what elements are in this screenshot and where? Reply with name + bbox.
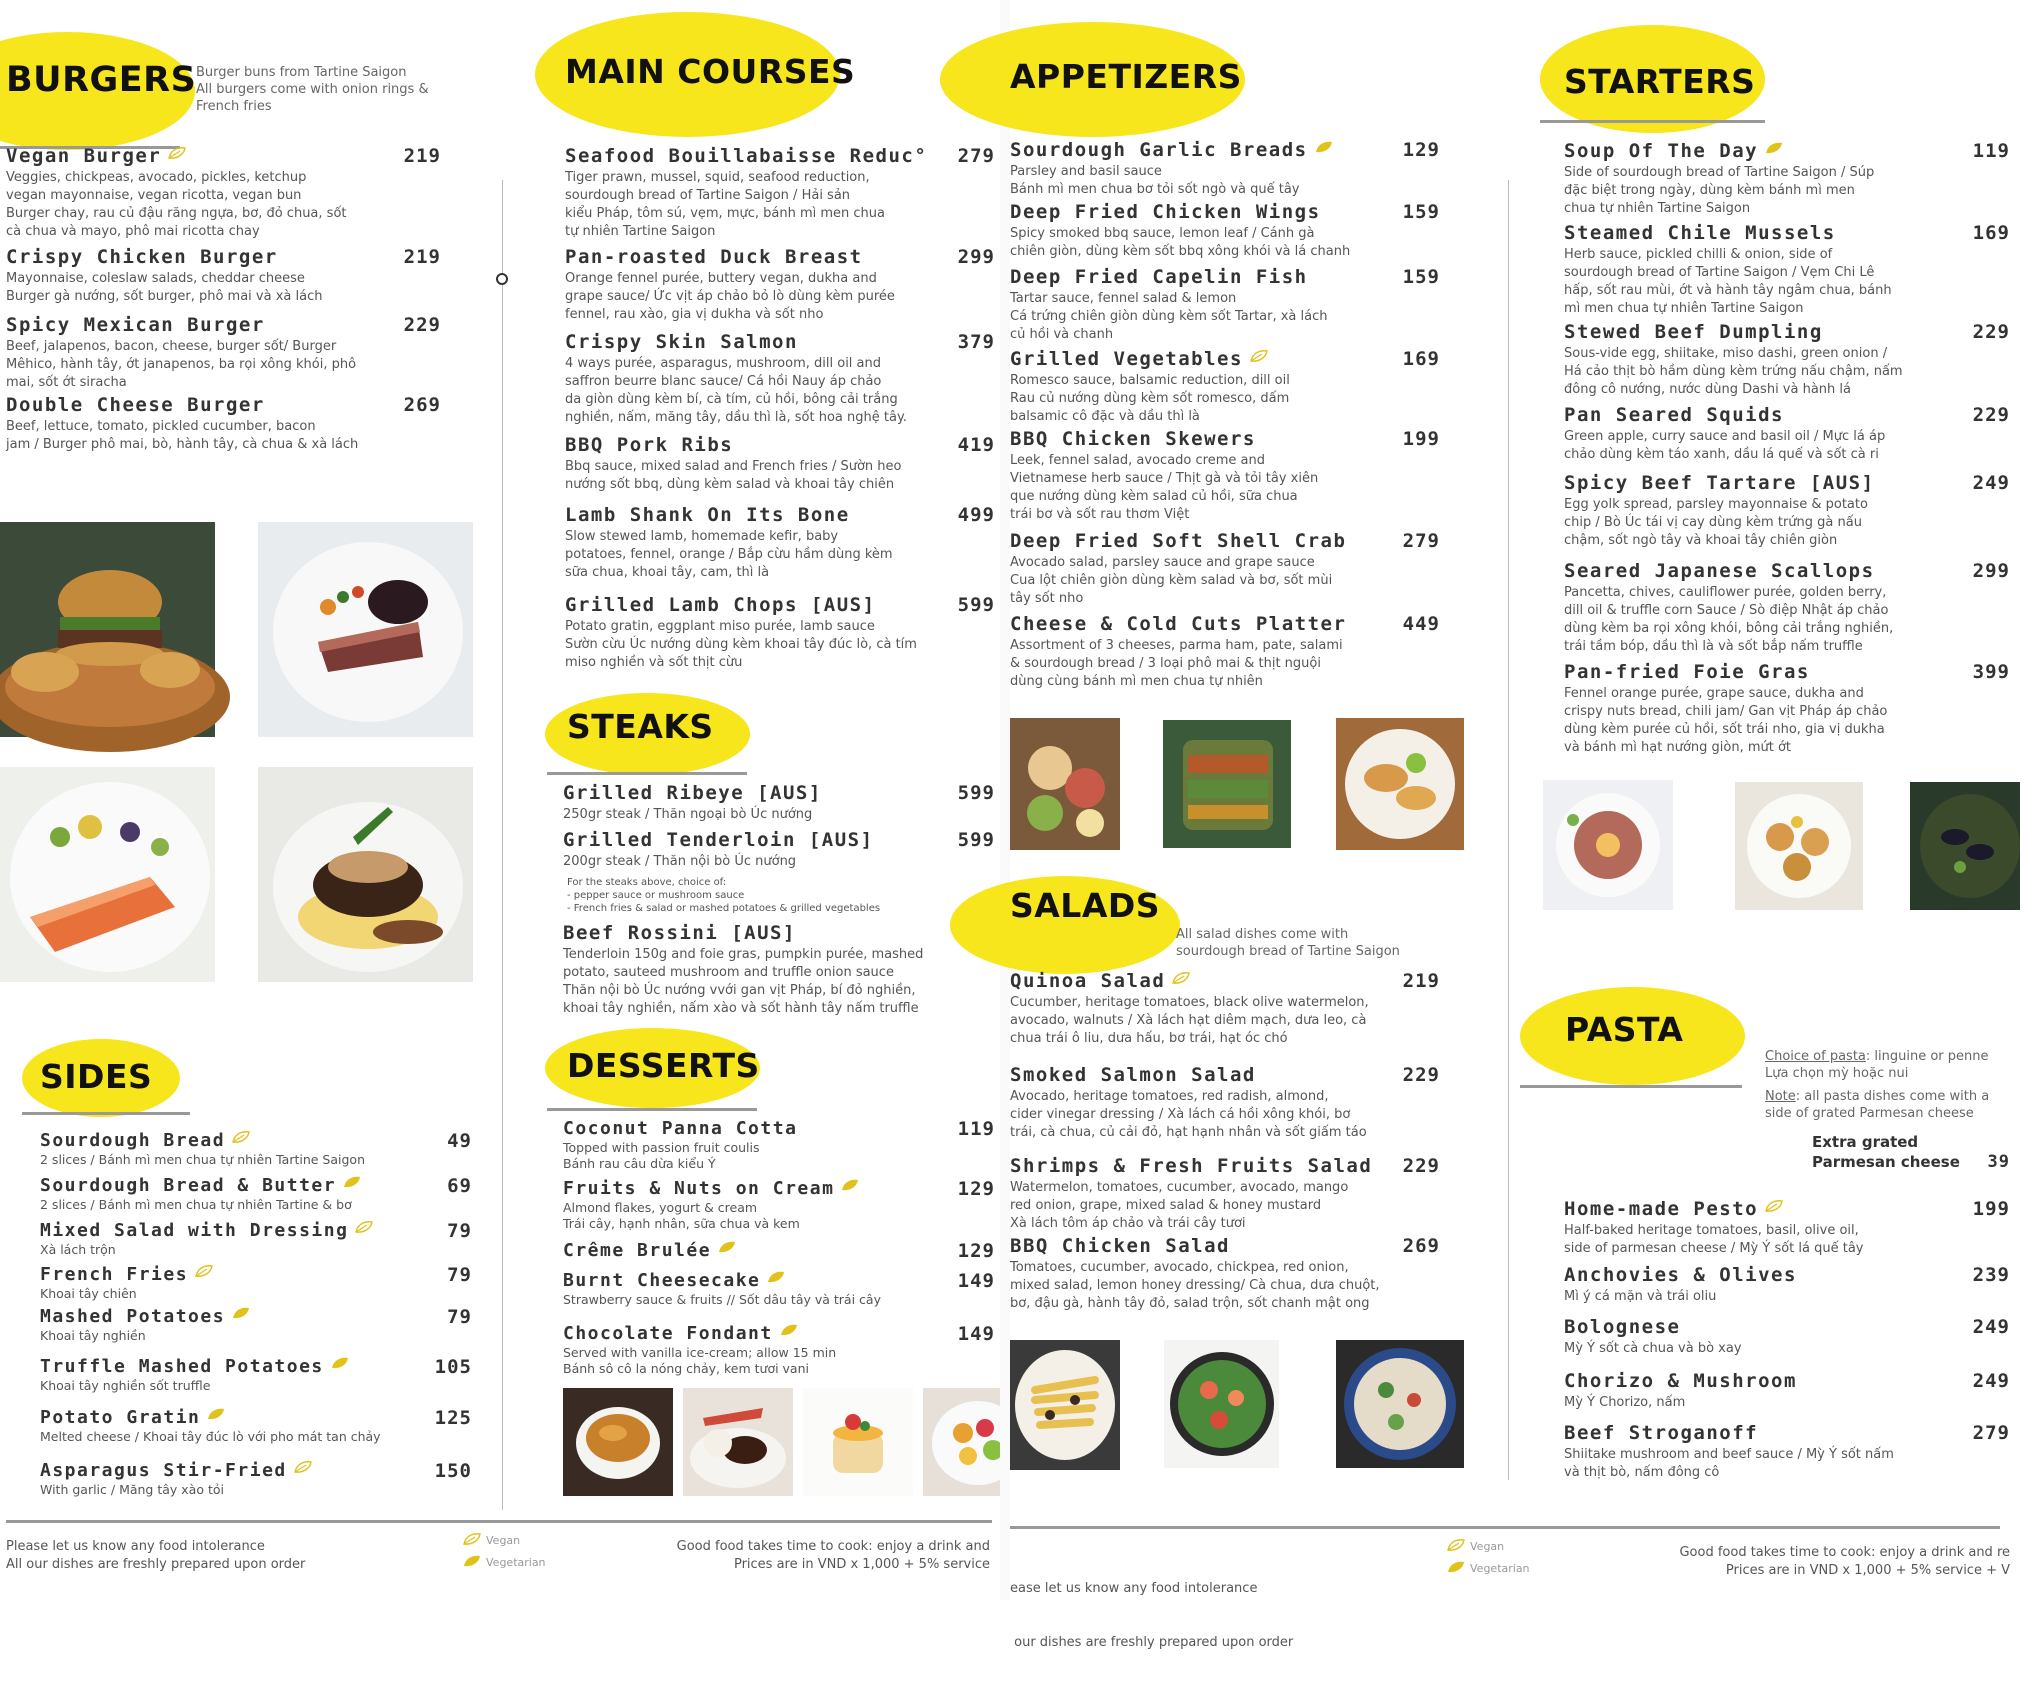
side-item <box>40 1175 472 1213</box>
item-price: 249 <box>1972 472 2010 494</box>
steaks-underline <box>547 772 747 775</box>
photo-burger <box>0 522 215 737</box>
section-title-salads: SALADS <box>1010 886 1161 925</box>
item-price: 229 <box>1402 1064 1440 1086</box>
item-price: 599 <box>957 594 995 616</box>
side-item <box>40 1306 472 1344</box>
item-description: 4 ways purée, asparagus, mushroom, dill oil and saffron beurre blanc sauce/ Cá hồi Nauy áp chảo da giòn dùng kèm bí, cà tím, củ hồi, bông cải trắng nghiền, nấm, măng tây, dầu thì là, sốt hoa nghệ tây. <box>565 356 907 425</box>
item-price: 239 <box>1972 1264 2010 1286</box>
item-name: Steamed Chile Mussels <box>1564 222 1836 244</box>
item-price: 219 <box>403 246 441 268</box>
salad-item <box>1010 1155 1440 1233</box>
appetizer-item <box>1010 530 1440 608</box>
item-description: Green apple, curry sauce and basil oil / Mực lá áp chảo dùng kèm táo xanh, dầu lá quế và sốt cà ri <box>1564 429 1886 462</box>
photo-cheese-platter <box>1010 718 1120 850</box>
pasta-item <box>1564 1422 2010 1482</box>
dessert-item <box>563 1118 995 1172</box>
steak-item <box>563 829 995 871</box>
item-name: Sourdough Garlic Breads <box>1010 139 1308 161</box>
right-column-divider <box>1508 180 1509 1480</box>
item-description: Orange fennel purée, buttery vegan, dukha and grape sauce/ Ức vịt áp chảo bỏ lò dùng kèm purée fennel, rau xào, gia vị dukha và sốt nho <box>565 271 895 322</box>
starter-item <box>1564 404 2010 464</box>
item-price: 229 <box>403 314 441 336</box>
photo-soft-shell-crab <box>1336 718 1464 850</box>
starter-item <box>1564 661 2010 757</box>
side-item <box>40 1220 472 1258</box>
item-description: Pancetta, chives, cauliflower purée, golden berry, dill oil & truffle corn Sauce / Sò điệp Nhật áp chảo dùng kèm ba rọi xông khói, bông cải trắng nghiền, trái tầm bóp, dầu thì là và sốt bắp nấm truffle <box>1564 585 1894 654</box>
item-price: 199 <box>1972 1198 2010 1220</box>
item-description: Veggies, chickpeas, avocado, pickles, ketchup vegan mayonnaise, vegan ricotta, vegan bun Burger chay, rau củ đậu răng ngựa, bơ, đỏ chua, sốt cà chua và mayo, phô mai ricotta chay <box>6 170 347 239</box>
item-name: Deep Fried Capelin Fish <box>1010 266 1308 288</box>
section-title-pasta: PASTA <box>1565 1010 1684 1049</box>
item-name: Mashed Potatoes <box>40 1306 226 1327</box>
item-name: Burnt Cheesecake <box>563 1270 761 1291</box>
leaf-outline-icon <box>1446 1538 1466 1552</box>
leaf-outline-icon <box>231 1130 251 1144</box>
page-gutter <box>1000 0 1010 1600</box>
main-course-item <box>565 145 995 241</box>
item-description: Romesco sauce, balsamic reduction, dill oil Rau củ nướng dùng kèm sốt romesco, dấm balsamic cô đặc và dầu thì là <box>1010 373 1290 424</box>
item-description: Khoai tây nghiền sốt truffle <box>40 1378 211 1393</box>
item-name: Asparagus Stir-Fried <box>40 1460 287 1481</box>
item-description: Slow stewed lamb, homemade kefir, baby potatoes, fennel, orange / Bắp cừu hầm dùng kèm sữa chua, khoai tây, cam, thì là <box>565 529 893 580</box>
starter-item <box>1564 560 2010 656</box>
main-course-item <box>565 246 995 324</box>
right-footer-legend: Vegan Vegetarian <box>1446 1536 1530 1580</box>
item-description: Tiger prawn, mussel, squid, seafood reduction, sourdough bread of Tartine Saigon / Hải sản kiểu Pháp, tôm sú, vẹm, mực, bánh mì men chua tự nhiên Tartine Saigon <box>565 170 885 239</box>
item-name: Fruits & Nuts on Cream <box>563 1178 835 1199</box>
item-description: Spicy smoked bbq sauce, lemon leaf / Cánh gà chiên giòn, dùng kèm sốt bbq xông khói và lá chanh <box>1010 226 1351 259</box>
item-description: Served with vanilla ice-cream; allow 15 min Bánh sô cô la nóng chảy, kem tươi vani <box>563 1345 837 1376</box>
dessert-item <box>563 1240 995 1262</box>
item-price: 229 <box>1402 1155 1440 1177</box>
side-item <box>40 1356 472 1394</box>
item-price: 499 <box>957 504 995 526</box>
section-title-desserts: DESSERTS <box>567 1046 760 1085</box>
photo-steak-rossini <box>258 767 473 982</box>
photo-pasta <box>1010 1340 1120 1470</box>
item-description: Fennel orange purée, grape sauce, dukha and crispy nuts bread, chili jam/ Gan vịt Pháp áp chảo dùng kèm purée củ hồi, sốt trái nho, gia vị dukha và bánh mì hạt nướng giòn, mứt ớt <box>1564 686 1888 755</box>
item-name: Quinoa Salad <box>1010 970 1166 992</box>
leaf-filled-icon <box>840 1178 860 1192</box>
item-price: 269 <box>1402 1235 1440 1257</box>
leaf-outline-icon <box>1764 1199 1784 1213</box>
item-price: 379 <box>957 331 995 353</box>
leaf-filled-icon <box>1764 141 1784 155</box>
item-description: Tenderloin 150g and foie gras, pumpkin purée, mashed potato, sauteed mushroom and truffle onion sauce Thăn nội bò Úc nướng vvới gan vịt Pháp, bí đỏ nghiền, khoai tây nghiền, nấm xào và sốt hành tây nấm truffle <box>563 947 924 1016</box>
item-price: 229 <box>1972 321 2010 343</box>
left-footer-disclaimer: Please let us know any food intolerance All our dishes are freshly prepared upon order <box>6 1539 306 1572</box>
item-price: 249 <box>1972 1370 2010 1392</box>
item-name: Anchovies & Olives <box>1564 1264 1797 1286</box>
item-price: 125 <box>434 1407 472 1429</box>
item-name: Chocolate Fondant <box>563 1323 773 1344</box>
steak-item <box>563 922 995 1018</box>
photo-grilled-vegetables <box>1163 720 1291 848</box>
item-name: Shrimps & Fresh Fruits Salad <box>1010 1155 1373 1177</box>
item-name: Grilled Lamb Chops [AUS] <box>565 594 876 616</box>
item-description: Beef, jalapenos, bacon, cheese, burger sốt/ Burger Mêhico, hành tây, ớt janapenos, ba rọi xông khói, phô mai, sốt ớt siracha <box>6 339 357 390</box>
desserts-underline <box>547 1108 757 1111</box>
main-course-item <box>565 594 995 672</box>
item-name: Coconut Panna Cotta <box>563 1118 798 1139</box>
item-name: Spicy Mexican Burger <box>6 314 265 336</box>
leaf-outline-icon <box>354 1220 374 1234</box>
right-footer-prices: Good food takes time to cook: enjoy a drink and re Prices are in VND x 1,000 + 5% service + V <box>1679 1545 2010 1578</box>
item-name: Deep Fried Soft Shell Crab <box>1010 530 1347 552</box>
item-description: Half-baked heritage tomatoes, basil, olive oil, side of parmesan cheese / Mỳ Ý sốt lá quế tây <box>1564 1223 1864 1256</box>
item-price: 249 <box>1972 1316 2010 1338</box>
leaf-outline-icon <box>167 146 187 160</box>
leaf-filled-icon <box>766 1270 786 1284</box>
section-title-steaks: STEAKS <box>567 707 714 746</box>
photo-mussels <box>1910 782 2020 910</box>
item-price: 129 <box>957 1240 995 1262</box>
item-description: Avocado salad, parsley sauce and grape sauce Cua lột chiên giòn dùng kèm salad và bơ, sốt mùi tây sốt nho <box>1010 555 1333 606</box>
item-price: 159 <box>1402 201 1440 223</box>
photo-chocolate-fondant <box>683 1388 793 1496</box>
item-description: 200gr steak / Thăn nội bò Úc nướng <box>563 854 797 869</box>
item-name: Grilled Ribeye [AUS] <box>563 782 822 804</box>
section-title-burgers: BURGERS <box>6 60 197 100</box>
item-name: Crispy Skin Salmon <box>565 331 798 353</box>
leaf-outline-icon <box>1171 971 1191 985</box>
item-name: BBQ Chicken Salad <box>1010 1235 1230 1257</box>
item-name: Pan-fried Foie Gras <box>1564 661 1810 683</box>
menu-page-left <box>0 0 1000 1600</box>
item-description: Khoai tây nghiền <box>40 1328 146 1343</box>
item-name: Chorizo & Mushroom <box>1564 1370 1797 1392</box>
item-name: Double Cheese Burger <box>6 394 265 416</box>
item-name: Crispy Chicken Burger <box>6 246 278 268</box>
item-description: Tartar sauce, fennel salad & lemon Cá trứng chiên giòn dùng kèm sốt Tartar, xà lách củ hồi và chanh <box>1010 291 1328 342</box>
item-name: Grilled Tenderloin [AUS] <box>563 829 874 851</box>
leaf-filled-icon <box>779 1323 799 1337</box>
item-name: Bolognese <box>1564 1316 1681 1338</box>
item-description: 2 slices / Bánh mì men chua tự nhiên Tartine & bơ <box>40 1197 352 1212</box>
item-name: Grilled Vegetables <box>1010 348 1243 370</box>
appetizer-item <box>1010 613 1440 691</box>
item-description: Mỳ Ý Chorizo, nấm <box>1564 1395 1686 1410</box>
item-price: 599 <box>957 782 995 804</box>
leaf-outline-icon <box>1249 349 1269 363</box>
pasta-underline <box>1520 1085 1742 1088</box>
side-item <box>40 1460 472 1498</box>
burger-item <box>6 246 441 306</box>
item-name: BBQ Chicken Skewers <box>1010 428 1256 450</box>
item-price: 269 <box>403 394 441 416</box>
item-description: Herb sauce, pickled chilli & onion, side of sourdough bread of Tartine Saigon / Vẹm Chi Lê hấp, sốt rau mùi, ớt và hành tây ngâm chua, bánh mì men chua tự nhiên Tartine Saigon <box>1564 247 1892 316</box>
item-price: 129 <box>1402 139 1440 161</box>
photo-salmon <box>0 767 215 982</box>
left-column-divider <box>502 180 503 1510</box>
item-description: Xà lách trộn <box>40 1242 116 1257</box>
photo-panna-cotta <box>803 1388 913 1496</box>
item-description: Sous-vide egg, shiitake, miso dashi, green onion / Há cảo thịt bò hầm dùng kèm trứng nấu chậm, nấm đông cô nướng, nước dùng Dashi và hành lá <box>1564 346 1903 397</box>
menu-page-right <box>1010 0 2010 1650</box>
item-description: Tomatoes, cucumber, avocado, chickpea, red onion, mixed salad, lemon honey dressing/ Cà chua, dưa chuột, bơ, đậu gà, hành tây đỏ, salad trộn, sốt chanh mật ong <box>1010 1260 1380 1311</box>
starter-item <box>1564 140 2010 218</box>
salads-note: All salad dishes come with sourdough bread of Tartine Saigon <box>1176 927 1400 959</box>
pasta-choice-note: Choice of pasta: linguine or penne Lựa chọn mỳ hoặc nui Note: all pasta dishes come with a side of grated Parmesan cheese <box>1765 1049 1990 1121</box>
item-price: 199 <box>1402 428 1440 450</box>
item-description: Cucumber, heritage tomatoes, black olive watermelon, avocado, walnuts / Xà lách hạt diêm mạch, dưa leo, cà chua trái ô liu, dưa hấu, bơ trái, hạt óc chó <box>1010 995 1369 1046</box>
item-price: 279 <box>1972 1422 2010 1444</box>
item-description: Leek, fennel salad, avocado creme and Vietnamese herb sauce / Thịt gà và tỏi tây xiên que nướng dùng kèm salad củ hồi, sữa chua trái bơ và sốt rau thơm Việt <box>1010 453 1319 522</box>
item-price: 159 <box>1402 266 1440 288</box>
item-price: 79 <box>447 1264 472 1286</box>
item-price: 599 <box>957 829 995 851</box>
leaf-filled-icon <box>330 1356 350 1370</box>
left-footer-rule <box>6 1520 992 1523</box>
leaf-filled-icon <box>342 1175 362 1189</box>
section-main-courses <box>555 10 995 140</box>
steaks-note: For the steaks above, choice of: - pepper sauce or mushroom sauce - French fries & salad or mashed potatoes & grilled vegetables <box>567 877 881 914</box>
item-name: Deep Fried Chicken Wings <box>1010 201 1321 223</box>
salad-item <box>1010 970 1440 1048</box>
item-price: 129 <box>957 1178 995 1200</box>
leaf-outline-icon <box>194 1264 214 1278</box>
item-name: Home-made Pesto <box>1564 1198 1759 1220</box>
item-description: Almond flakes, yogurt & cream Trái cây, hạnh nhân, sữa chua và kem <box>563 1200 800 1231</box>
burgers-note: Burger buns from Tartine Saigon All burgers come with onion rings & French fries <box>196 65 429 114</box>
starter-item <box>1564 472 2010 550</box>
leaf-filled-icon <box>1314 140 1334 154</box>
item-description: Mỳ Ý sốt cà chua và bò xay <box>1564 1341 1742 1356</box>
item-name: Potato Gratin <box>40 1407 201 1428</box>
pasta-item <box>1564 1264 2010 1306</box>
item-name: Cheese & Cold Cuts Platter <box>1010 613 1347 635</box>
item-name: BBQ Pork Ribs <box>565 434 734 456</box>
starter-item <box>1564 321 2010 399</box>
item-price: 49 <box>447 1130 472 1152</box>
item-name: Crême Brulée <box>563 1240 712 1261</box>
side-item <box>40 1264 472 1302</box>
burger-item <box>6 145 441 241</box>
photo-beef-tartare <box>1543 780 1673 910</box>
item-description: With garlic / Măng tây xào tỏi <box>40 1482 224 1497</box>
item-description: 250gr steak / Thăn ngoại bò Úc nướng <box>563 807 813 822</box>
photo-shrimp-salad <box>1164 1340 1279 1468</box>
leaf-outline-icon <box>462 1532 482 1546</box>
section-title-main-courses: MAIN COURSES <box>565 52 856 91</box>
item-description: Side of sourdough bread of Tartine Saigon / Súp đặc biệt trong ngày, dùng kèm bánh mì men chua tự nhiên Tartine Saigon <box>1564 165 1875 216</box>
leaf-filled-icon <box>231 1306 251 1320</box>
section-appetizers <box>1010 10 1480 140</box>
burger-item <box>6 394 441 454</box>
main-course-item <box>565 331 995 427</box>
item-price: 299 <box>957 246 995 268</box>
item-price: 219 <box>1402 970 1440 992</box>
pasta-item <box>1564 1316 2010 1358</box>
photo-scallops <box>1735 782 1863 910</box>
stray-mark <box>496 273 508 285</box>
item-price: 299 <box>1972 560 2010 582</box>
item-description: Bbq sauce, mixed salad and French fries / Sườn heo nướng sốt bbq, dùng kèm salad và khoai tây chiên <box>565 459 902 492</box>
item-description: Egg yolk spread, parsley mayonnaise & potato chip / Bò Úc tái vị cay dùng kèm trứng gà nấu chậm, sốt ngò tây và khoai tây chiên giòn <box>1564 497 1868 548</box>
salad-item <box>1010 1235 1440 1313</box>
item-name: Beef Stroganoff <box>1564 1422 1759 1444</box>
appetizer-item <box>1010 428 1440 524</box>
item-price: 150 <box>434 1460 472 1482</box>
item-name: Stewed Beef Dumpling <box>1564 321 1823 343</box>
photo-creme-brulee <box>563 1388 673 1496</box>
photo-quinoa-salad <box>1336 1340 1464 1468</box>
item-name: Smoked Salmon Salad <box>1010 1064 1256 1086</box>
photo-duck <box>258 522 473 737</box>
section-steaks <box>555 690 995 790</box>
item-description: Shiitake mushroom and beef sauce / Mỳ Ý sốt nấm và thịt bò, nấm đông cô <box>1564 1447 1894 1480</box>
item-price: 105 <box>434 1356 472 1378</box>
item-price: 79 <box>447 1306 472 1328</box>
item-name: Seafood Bouillabaisse Reduc° <box>565 145 928 167</box>
item-price: 119 <box>957 1118 995 1140</box>
item-name: Pan Seared Squids <box>1564 404 1784 426</box>
appetizer-item <box>1010 348 1440 426</box>
item-name: Seared Japanese Scallops <box>1564 560 1875 582</box>
side-item <box>40 1407 472 1445</box>
item-name: Pan-roasted Duck Breast <box>565 246 863 268</box>
pasta-item <box>1564 1370 2010 1412</box>
dessert-item <box>563 1270 995 1308</box>
left-footer-prices: Good food takes time to cook: enjoy a drink and Prices are in VND x 1,000 + 5% service <box>676 1539 990 1572</box>
item-price: 169 <box>1402 348 1440 370</box>
item-description: Strawberry sauce & fruits // Sốt dâu tây và trái cây <box>563 1292 881 1307</box>
item-description: Beef, lettuce, tomato, pickled cucumber, bacon jam / Burger phô mai, bò, hành tây, cà chua & xà lách <box>6 419 359 452</box>
section-salads <box>1010 870 1480 980</box>
item-description: Khoai tây chiên <box>40 1286 137 1301</box>
item-name: Sourdough Bread <box>40 1130 226 1151</box>
starters-underline <box>1540 120 1765 123</box>
pasta-item <box>1564 1198 2010 1258</box>
item-name: Vegan Burger <box>6 145 162 167</box>
item-name: French Fries <box>40 1264 189 1285</box>
side-item <box>40 1130 472 1168</box>
section-burgers <box>0 20 490 150</box>
item-name: Beef Rossini [AUS] <box>563 922 796 944</box>
leaf-outline-icon <box>293 1460 313 1474</box>
section-title-starters: STARTERS <box>1564 62 1756 101</box>
item-description: 2 slices / Bánh mì men chua tự nhiên Tartine Saigon <box>40 1152 366 1167</box>
item-description: Mì ý cá mặn và trái oliu <box>1564 1289 1717 1304</box>
pasta-extra-parmesan: Extra grated Parmesan cheese 39 <box>1812 1133 2010 1172</box>
item-price: 119 <box>1972 140 2010 162</box>
leaf-filled-icon <box>717 1240 737 1254</box>
steak-item <box>563 782 995 824</box>
right-footer-disclaimer: ease let us know any food intolerance our dishes are freshly prepared upon order <box>1010 1581 1294 1650</box>
item-description: Assortment of 3 cheeses, parma ham, pate, salami & sourdough bread / 3 loại phô mai & thịt nguội dùng cùng bánh mì men chua tự nhiên <box>1010 638 1343 689</box>
item-price: 399 <box>1972 661 2010 683</box>
item-name: Sourdough Bread & Butter <box>40 1175 337 1196</box>
item-name: Truffle Mashed Potatoes <box>40 1356 324 1377</box>
appetizer-item <box>1010 201 1440 261</box>
right-footer-rule <box>1010 1526 2000 1529</box>
sides-underline <box>22 1112 190 1115</box>
item-price: 449 <box>1402 613 1440 635</box>
section-title-appetizers: APPETIZERS <box>1010 57 1242 96</box>
item-name: Spicy Beef Tartare [AUS] <box>1564 472 1875 494</box>
item-name: Mixed Salad with Dressing <box>40 1220 349 1241</box>
left-footer-legend: Vegan Vegetarian <box>462 1530 546 1574</box>
item-description: Watermelon, tomatoes, cucumber, avocado, mango red onion, grape, mixed salad & honey mustard Xà lách tôm áp chảo và trái cây tươi <box>1010 1180 1349 1231</box>
item-price: 149 <box>957 1323 995 1345</box>
item-description: Mayonnaise, coleslaw salads, cheddar cheese Burger gà nướng, sốt burger, phô mai và xà lách <box>6 271 323 304</box>
salad-item <box>1010 1064 1440 1142</box>
item-price: 69 <box>447 1175 472 1197</box>
appetizer-item <box>1010 139 1440 199</box>
appetizer-item <box>1010 266 1440 344</box>
main-course-item <box>565 504 995 582</box>
item-description: Parsley and basil sauce Bánh mì men chua bơ tỏi sốt ngò và quế tây <box>1010 164 1300 197</box>
item-price: 279 <box>957 145 995 167</box>
item-price: 419 <box>957 434 995 456</box>
item-price: 279 <box>1402 530 1440 552</box>
main-course-item <box>565 434 995 494</box>
item-name: Lamb Shank On Its Bone <box>565 504 850 526</box>
item-price: 219 <box>403 145 441 167</box>
item-price: 169 <box>1972 222 2010 244</box>
burger-item <box>6 314 441 392</box>
item-price: 149 <box>957 1270 995 1292</box>
item-description: Avocado, heritage tomatoes, red radish, almond, cider vinegar dressing / Xà lách cá hồi xông khói, bơ trái, cà chua, củ cải đỏ, hạt hạnh nhân và sốt giấm táo <box>1010 1089 1367 1140</box>
dessert-item <box>563 1323 995 1377</box>
item-description: Topped with passion fruit coulis Bánh rau câu dừa kiểu Ý <box>563 1140 760 1171</box>
item-name: Soup Of The Day <box>1564 140 1759 162</box>
dessert-item <box>563 1178 995 1232</box>
item-price: 79 <box>447 1220 472 1242</box>
item-description: Melted cheese / Khoai tây đúc lò với pho mát tan chảy <box>40 1429 381 1444</box>
starter-item <box>1564 222 2010 318</box>
leaf-filled-icon <box>1446 1560 1466 1574</box>
item-description: Potato gratin, eggplant miso purée, lamb sauce Sườn cừu Úc nướng dùng kèm khoai tây đúc lò, cà tím miso nghiền và sốt thịt cừu <box>565 619 917 670</box>
item-price: 229 <box>1972 404 2010 426</box>
leaf-filled-icon <box>206 1407 226 1421</box>
leaf-filled-icon <box>462 1554 482 1568</box>
section-title-sides: SIDES <box>40 1057 153 1096</box>
